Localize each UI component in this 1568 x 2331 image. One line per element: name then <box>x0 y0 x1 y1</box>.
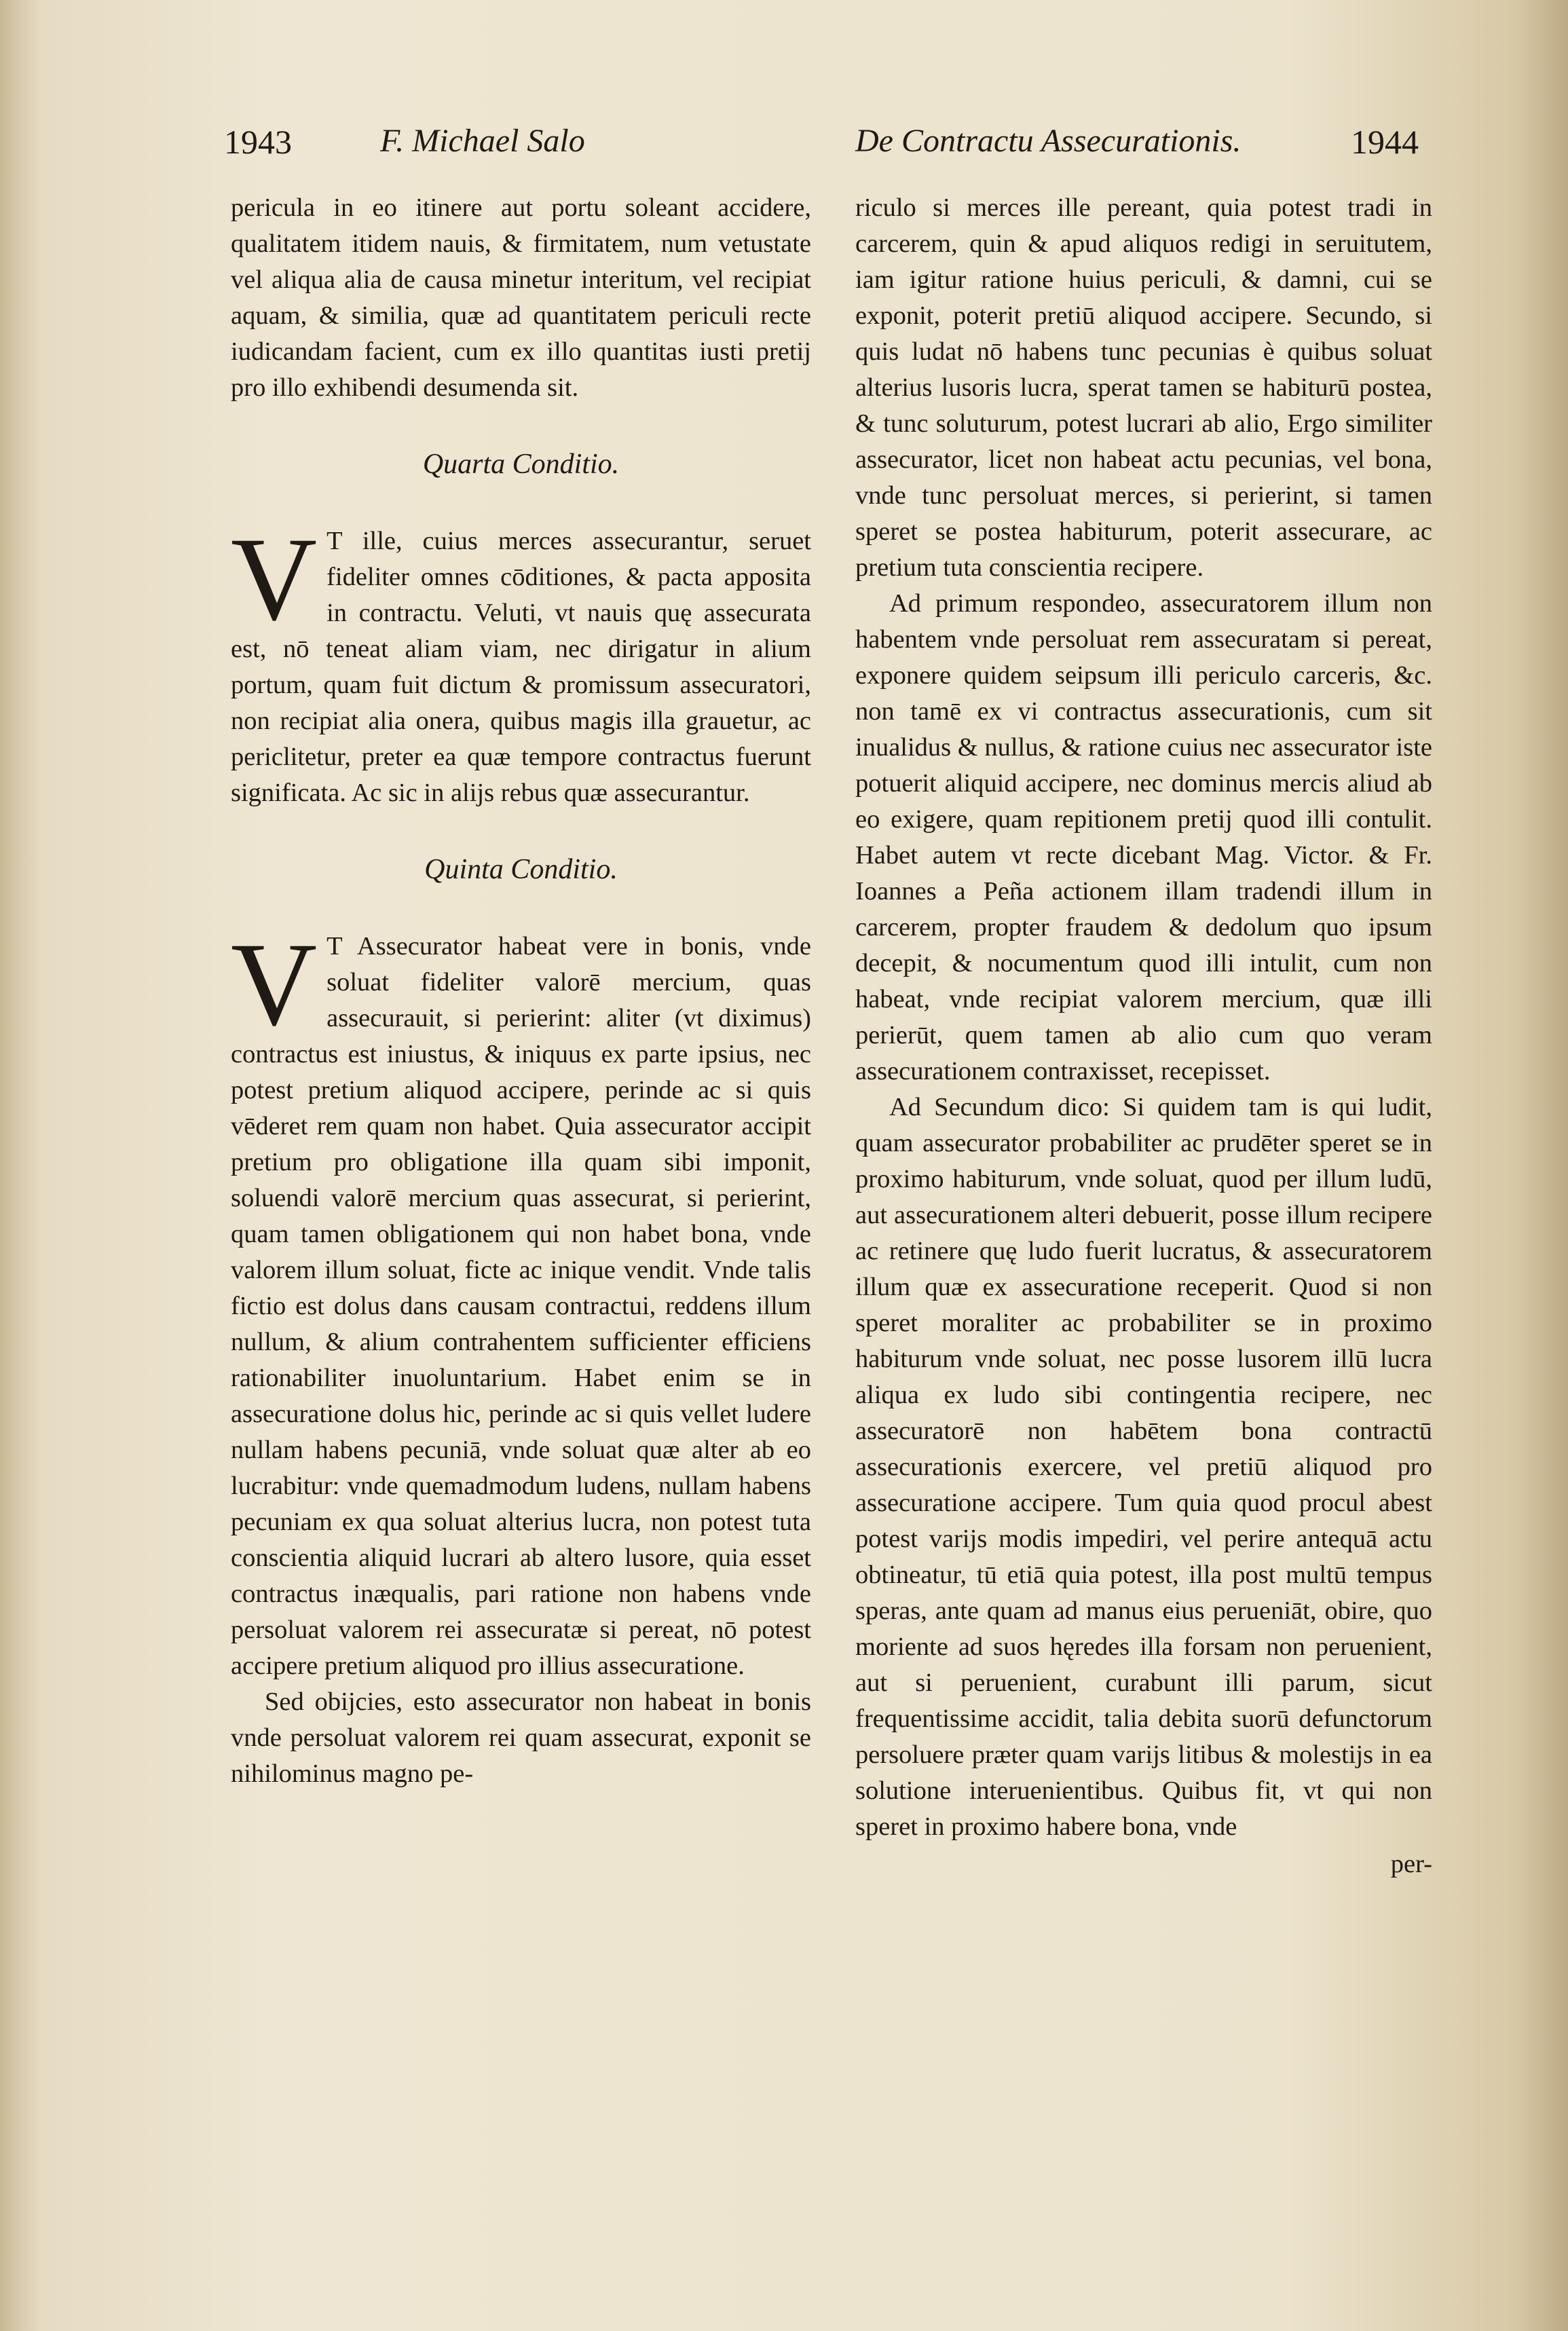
section-heading-quarta: Quarta Conditio. <box>422 449 620 480</box>
drop-cap: V <box>231 513 318 646</box>
paragraph <box>231 513 811 811</box>
paragraph <box>231 918 811 1684</box>
section-heading-quinta: Quinta Conditio. <box>424 854 618 885</box>
left-column <box>231 190 811 1792</box>
paragraph-text: T Assecurator habeat vere in bonis, vnde soluat fideliter valorē mercium, quas assecurauit, si perierint: aliter (vt diximus) contractus est iniustus, & iniquus ex parte ipsius, nec potest pretium aliquod accipere, perinde ac si quis vēderet rem quam non habet. Quia assecurator accipit pretium pro obligatione illa quam sibi imponit, soluendi valorē mercium quas assecurat, si perierint, quam tamen obligationem qui non habet bona, vnde valorem illum soluat, ficte ac inique vendit. Vnde talis fictio est dolus dans causam contractui, reddens illum nullum, & alium contrahentem sufficienter efficiens rationabiliter inuoluntarium. Habet enim se in assecuratione dolus hic, perinde ac si quis vellet ludere nullam habens pecuniā, vnde soluat quæ alter ab eo lucrabitur: vnde quemadmodum ludens, nullam habens pecuniam ex qua soluat alterius lucra, non potest tuta conscientia aliquid lucrari ab altero lusore, quia esset contractus inæqualis, pari ratione non habens vnde persoluat valorem rei assecuratæ si pereat, nō potest accipere pretium aliquod pro illius assecuratione. <box>231 932 811 1680</box>
page-number-left: 1943 <box>224 123 292 161</box>
paragraph: Ad primum respondeo, assecuratorem illum non habentem vnde persoluat rem assecuratam si pereat, exponere quidem seipsum illi periculo carceris, &c. non tamē ex vi contractus assecurationis, cum sit inualidus & nullus, & ratione cuius nec assecurator iste potuerit aliquid accipere, nec dominus mercis aliud ab eo exigere, quam repitionem pretij quod illi contulit. Habet autem vt recte dicebant Mag. Victor. & Fr. Ioannes a Peña actionem illam tradendi illum in carcerem, propter fraudem & dedolum quo ipsum decepit, & nocumentum quod illi intulit, cum non habeat, vnde recipiat valorem mercium, quæ illi perierūt, quem tamen ab alio cum quo veram assecurationem contraxisset, recepisset. <box>855 589 1433 1085</box>
drop-cap: V <box>231 918 318 1051</box>
page-number-right: 1944 <box>1351 123 1419 161</box>
paragraph: pericula in eo itinere aut portu soleant accidere, qualitatem itidem nauis, & firmitatem, num vetustate vel aliqua alia de causa minetur interitum, vel recipiat aquam, & similia, quæ ad quantitatem periculi recte iudicandam facient, cum ex illo quantitas iusti pretij pro illo exhibendi desumenda sit. <box>231 193 811 402</box>
running-head <box>224 122 1419 170</box>
paragraph: riculo si merces ille pereant, quia potest tradi in carcerem, quin & apud aliquos redigi in seruitutem, iam igitur ratione huius periculi, & damni, cui se exponit, poterit pretiū aliquod accipere. Secundo, si quis ludat nō habens tunc pecunias è quibus soluat alterius lusoris lucra, sperat tamen se habiturū postea, & tunc soluturum, potest lucrari ab alio, Ergo similiter assecurator, licet non habeat actu pecunias, vel bona, vnde tunc persoluat merces, si perierint, si tamen speret se postea habiturum, poterit assecurare, ac pretium tuta conscientia recipere. <box>855 193 1432 582</box>
catchword: per- <box>1390 1850 1432 1878</box>
paragraph: Sed obijcies, esto assecurator non habeat in bonis vnde persoluat valorem rei quam assecurat, exponit se nihilominus magno pe- <box>231 1687 811 1788</box>
paragraph-text: T ille, cuius merces assecurantur, seruet fideliter omnes cōditiones, & pacta apposita in contractu. Veluti, vt nauis quę assecurata est, nō teneat aliam viam, nec dirigatur in alium portum, quam fuit dictum & promissum assecuratori, non recipiat alia onera, quibus magis illa grauetur, ac periclitetur, preter ea quæ tempore contractus fuerunt significata. Ac sic in alijs rebus quæ assecurantur. <box>231 527 811 807</box>
running-head-author: F. Michael Salo <box>380 123 585 159</box>
paragraph: Ad Secundum dico: Si quidem tam is qui ludit, quam assecurator probabiliter ac prudēter speret se in proximo habiturum, vnde soluat, quod per illum ludū, aut assecurationem alteri debuerit, posse illum recipere ac retinere quę ludo fuerit lucratus, & assecuratorem illum quæ ex assecuratione receperit. Quod si non speret moraliter ac probabiliter se in proximo habiturum vnde soluat, nec posse lusorem illū lucra aliqua ex ludo sibi contingentia recipere, nec assecuratorē non habētem bona contractū assecurationis exercere, vel pretiū aliquod pro assecuratione accipere. Tum quia quod procul abest potest varijs modis impediri, vel perire antequā actu obtineatur, tū etiā quia potest, illa post multū tempus speras, ante quam ad manus eius perueniāt, obire, quo moriente ad suos hęredes illa forsam non peruenient, aut si peruenient, curabunt illi parum, sicut frequentissime accidit, talia debita suorū defunctorum persoluere præter quam varijs litibus & molestijs in ea solutione interuenientibus. Quibus fit, vt qui non speret in proximo habere bona, vnde <box>855 1093 1432 1841</box>
running-head-title: De Contractu Assecurationis. <box>855 123 1242 159</box>
right-column <box>855 190 1432 1882</box>
